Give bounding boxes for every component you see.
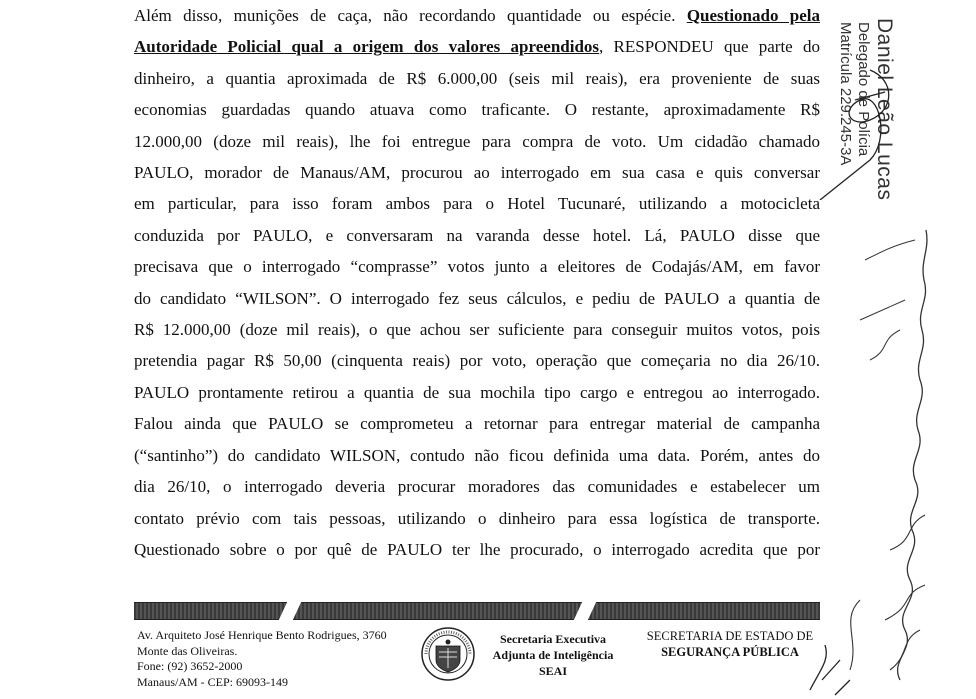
- text-line: conduzida por PAULO, e conversaram na varanda desse hotel. Lá, PAULO disse que: [134, 225, 820, 245]
- agency-line: Adjunta de Inteligência: [492, 648, 614, 662]
- agency-line: Secretaria Executiva: [499, 632, 607, 646]
- stamp-matricula: Matrícula 229.245-3A: [837, 22, 854, 166]
- stamp-role: Delegado de Polícia: [855, 22, 872, 157]
- address-line: Av. Arquiteto José Henrique Bento Rodrigues, 3760: [137, 628, 387, 642]
- text-line: pretendia pagar R$ 50,00 (cinquenta reais) por voto, operação que começaria no dia 26/10.: [134, 351, 820, 371]
- text-line: contato prévio com tais pessoas, utilizando o dinheiro para essa logística de transporte.: [134, 508, 820, 528]
- text-line-2-rest: , RESPONDEU que parte do: [599, 37, 820, 57]
- footer-secretariat: [640, 628, 820, 660]
- text-line: PAULO prontamente retirou a quantia de sua mochila tipo cargo e entregou ao interrogado.: [134, 382, 820, 402]
- text-line: dinheiro, a quantia aproximada de R$ 6.000,00 (seis mil reais), era proveniente de suas: [134, 68, 820, 88]
- signature-flourish: [800, 640, 860, 699]
- text-line: economias guardadas quando atuava como traficante. O restante, aproximadamente R$: [134, 100, 820, 120]
- text-line: (“santinho”) do candidato WILSON, contudo não ficou definida uma data. Porém, antes do: [134, 445, 820, 465]
- text-line: PAULO, morador de Manaus/AM, procurou ao interrogado em sua casa e quis conversar: [134, 163, 820, 183]
- text-line: [134, 31, 820, 62]
- agency-acronym: SEAI: [538, 664, 567, 678]
- address-line: Monte das Oliveiras.: [137, 643, 238, 658]
- text-line: 12.000,00 (doze mil reais), lhe foi entregue para compra de voto. Um cidadão chamado: [134, 131, 820, 151]
- stamp-initials-signature: [800, 40, 910, 200]
- text-line: [134, 0, 820, 31]
- text-line: Questionado sobre o por quê de PAULO ter lhe procurado, o interrogado acredita que por: [134, 539, 820, 559]
- stamp-name: Daniel Leão Lucas: [873, 18, 896, 201]
- bold-underlined-phrase: Questionado pela: [686, 6, 821, 25]
- footer-address: [137, 628, 387, 690]
- text-line: do candidato “WILSON”. O interrogado fez seus cálculos, e pediu de PAULO a quantia de: [134, 288, 820, 308]
- secretariat-line: SECRETARIA DE ESTADO DE: [646, 629, 814, 643]
- secretariat-line: SEGURANÇA PÚBLICA: [661, 645, 799, 659]
- document-body: [134, 0, 820, 565]
- text-line: em particular, para isso foram ambos para o Hotel Tucunaré, utilizando a motocicleta: [134, 194, 820, 214]
- text-line: R$ 12.000,00 (doze mil reais), o que achou ser suficiente para conseguir muitos votos, pois: [134, 320, 820, 340]
- text-line-1: Além disso, munições de caça, não recordando quantidade ou espécie.: [134, 6, 687, 25]
- footer-agency-name: [478, 631, 628, 679]
- bold-underlined-phrase: Autoridade Policial qual a origem dos valores apreendidos: [134, 37, 600, 57]
- text-line: precisava que o interrogado “comprasse” votos junto a eleitores de Codajás/AM, em favor: [134, 257, 820, 277]
- seai-seal-logo: [420, 626, 476, 682]
- text-line: Falou ainda que PAULO se comprometeu a retornar para entregar material de campanha: [134, 414, 820, 434]
- city-cep-line: Manaus/AM - CEP: 69093-149: [137, 674, 288, 689]
- handwritten-signature: [830, 200, 970, 699]
- footer-divider-bar: [134, 602, 820, 620]
- text-line: dia 26/10, o interrogado deveria procurar moradores das comunidades e estabelecer um: [134, 477, 820, 497]
- phone-line: Fone: (92) 3652-2000: [137, 659, 243, 673]
